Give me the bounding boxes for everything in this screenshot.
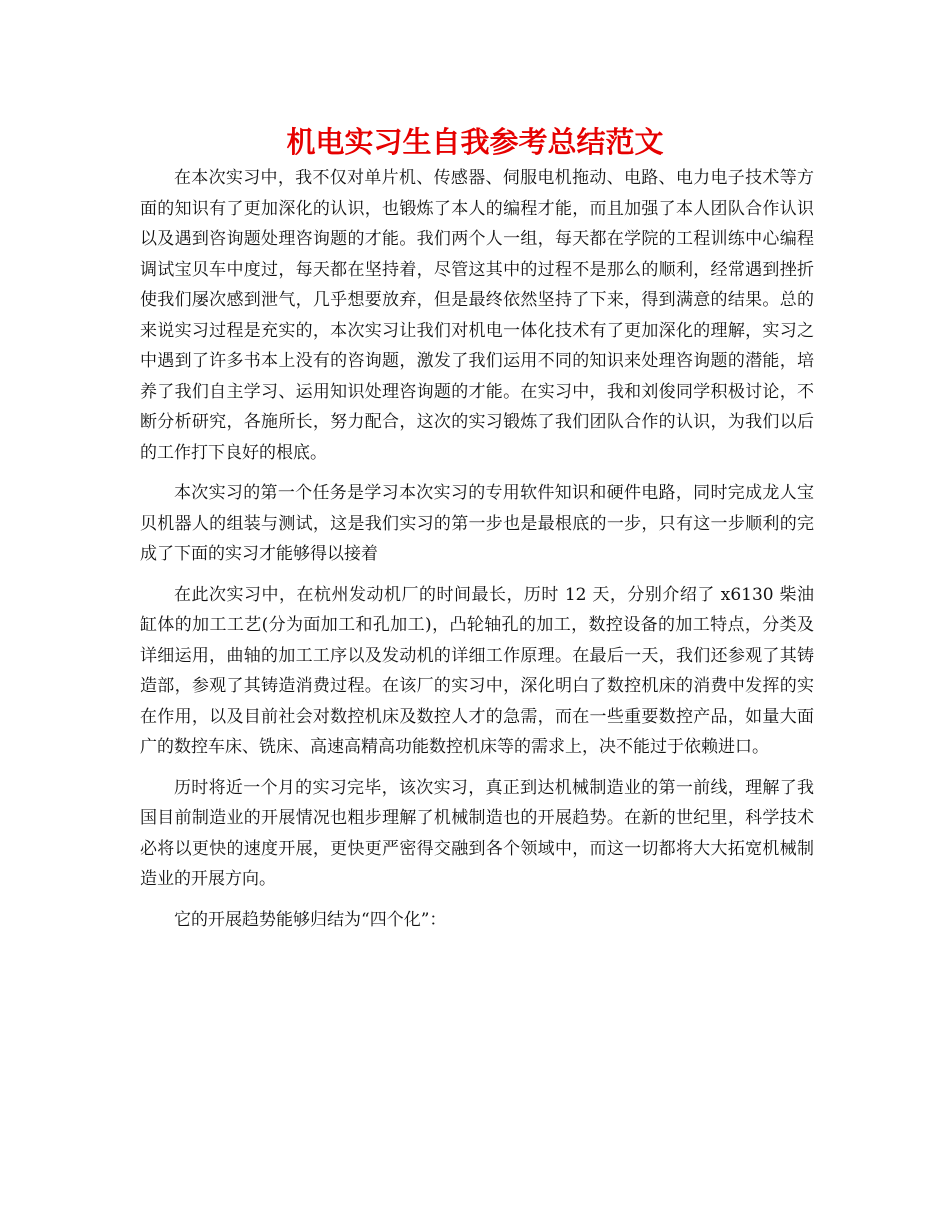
document-body <box>140 163 814 945</box>
paragraph: 在此次实习中，在杭州发动机厂的时间最长，历时 12 天，分别介绍了 x6130 柴油缸体的加工工艺(分为面加工和孔加工)，凸轮轴孔的加工，数控设备的加工特点，分类及详细运用，曲轴的加工工序以及发动机的详细工作原理。在最后一天，我们还参观了其铸造部，参观了其铸造消费过程。在该厂的实习中，深化明白了数控机床的消费中发挥的实在作用，以及目前社会对数控机床及数控人才的急需，而在一些重要数控产品，如量大面广的数控车床、铣床、高速高精高功能数控机床等的需求上，决不能过于依赖进口。 <box>140 584 814 757</box>
paragraph: 在本次实习中，我不仅对单片机、传感器、伺服电机拖动、电路、电力电子技术等方面的知识有了更加深化的认识，也锻炼了本人的编程才能，而且加强了本人团队合作认识以及遇到咨询题处理咨询题的才能。我们两个人一组，每天都在学院的工程训练中心编程调试宝贝车中度过，每天都在坚持着，尽管这其中的过程不是那么的顺利，经常遇到挫折使我们屡次感到泄气，几乎想要放弃，但是最终依然坚持了下来，得到满意的结果。总的来说实习过程是充实的，本次实习让我们对机电一体化技术有了更加深化的理解，实习之中遇到了许多书本上没有的咨询题，激发了我们运用不同的知识来处理咨询题的潜能，培养了我们自主学习、运用知识处理咨询题的才能。在实习中，我和刘俊同学积极讨论，不断分析研究，各施所长，努力配合，这次的实习锻炼了我们团队合作的认识，为我们以后的工作打下良好的根底。 <box>140 168 814 463</box>
document-title: 机电实习生自我参考总结范文 <box>286 125 664 159</box>
paragraph: 它的开展趋势能够归结为“四个化”： <box>174 909 447 930</box>
paragraph: 历时将近一个月的实习完毕，该次实习，真正到达机械制造业的第一前线，理解了我国目前制造业的开展情况也粗步理解了机械制造也的开展趋势。在新的世纪里，科学技术必将以更快的速度开展，更快更严密得交融到各个领域中，而这一切都将大大拓宽机械制造业的开展方向。 <box>140 777 814 889</box>
paragraph: 本次实习的第一个任务是学习本次实习的专用软件知识和硬件电路，同时完成龙人宝贝机器人的组装与测试，这是我们实习的第一步也是最根底的一步，只有这一步顺利的完成了下面的实习才能够得以接着 <box>140 483 814 564</box>
